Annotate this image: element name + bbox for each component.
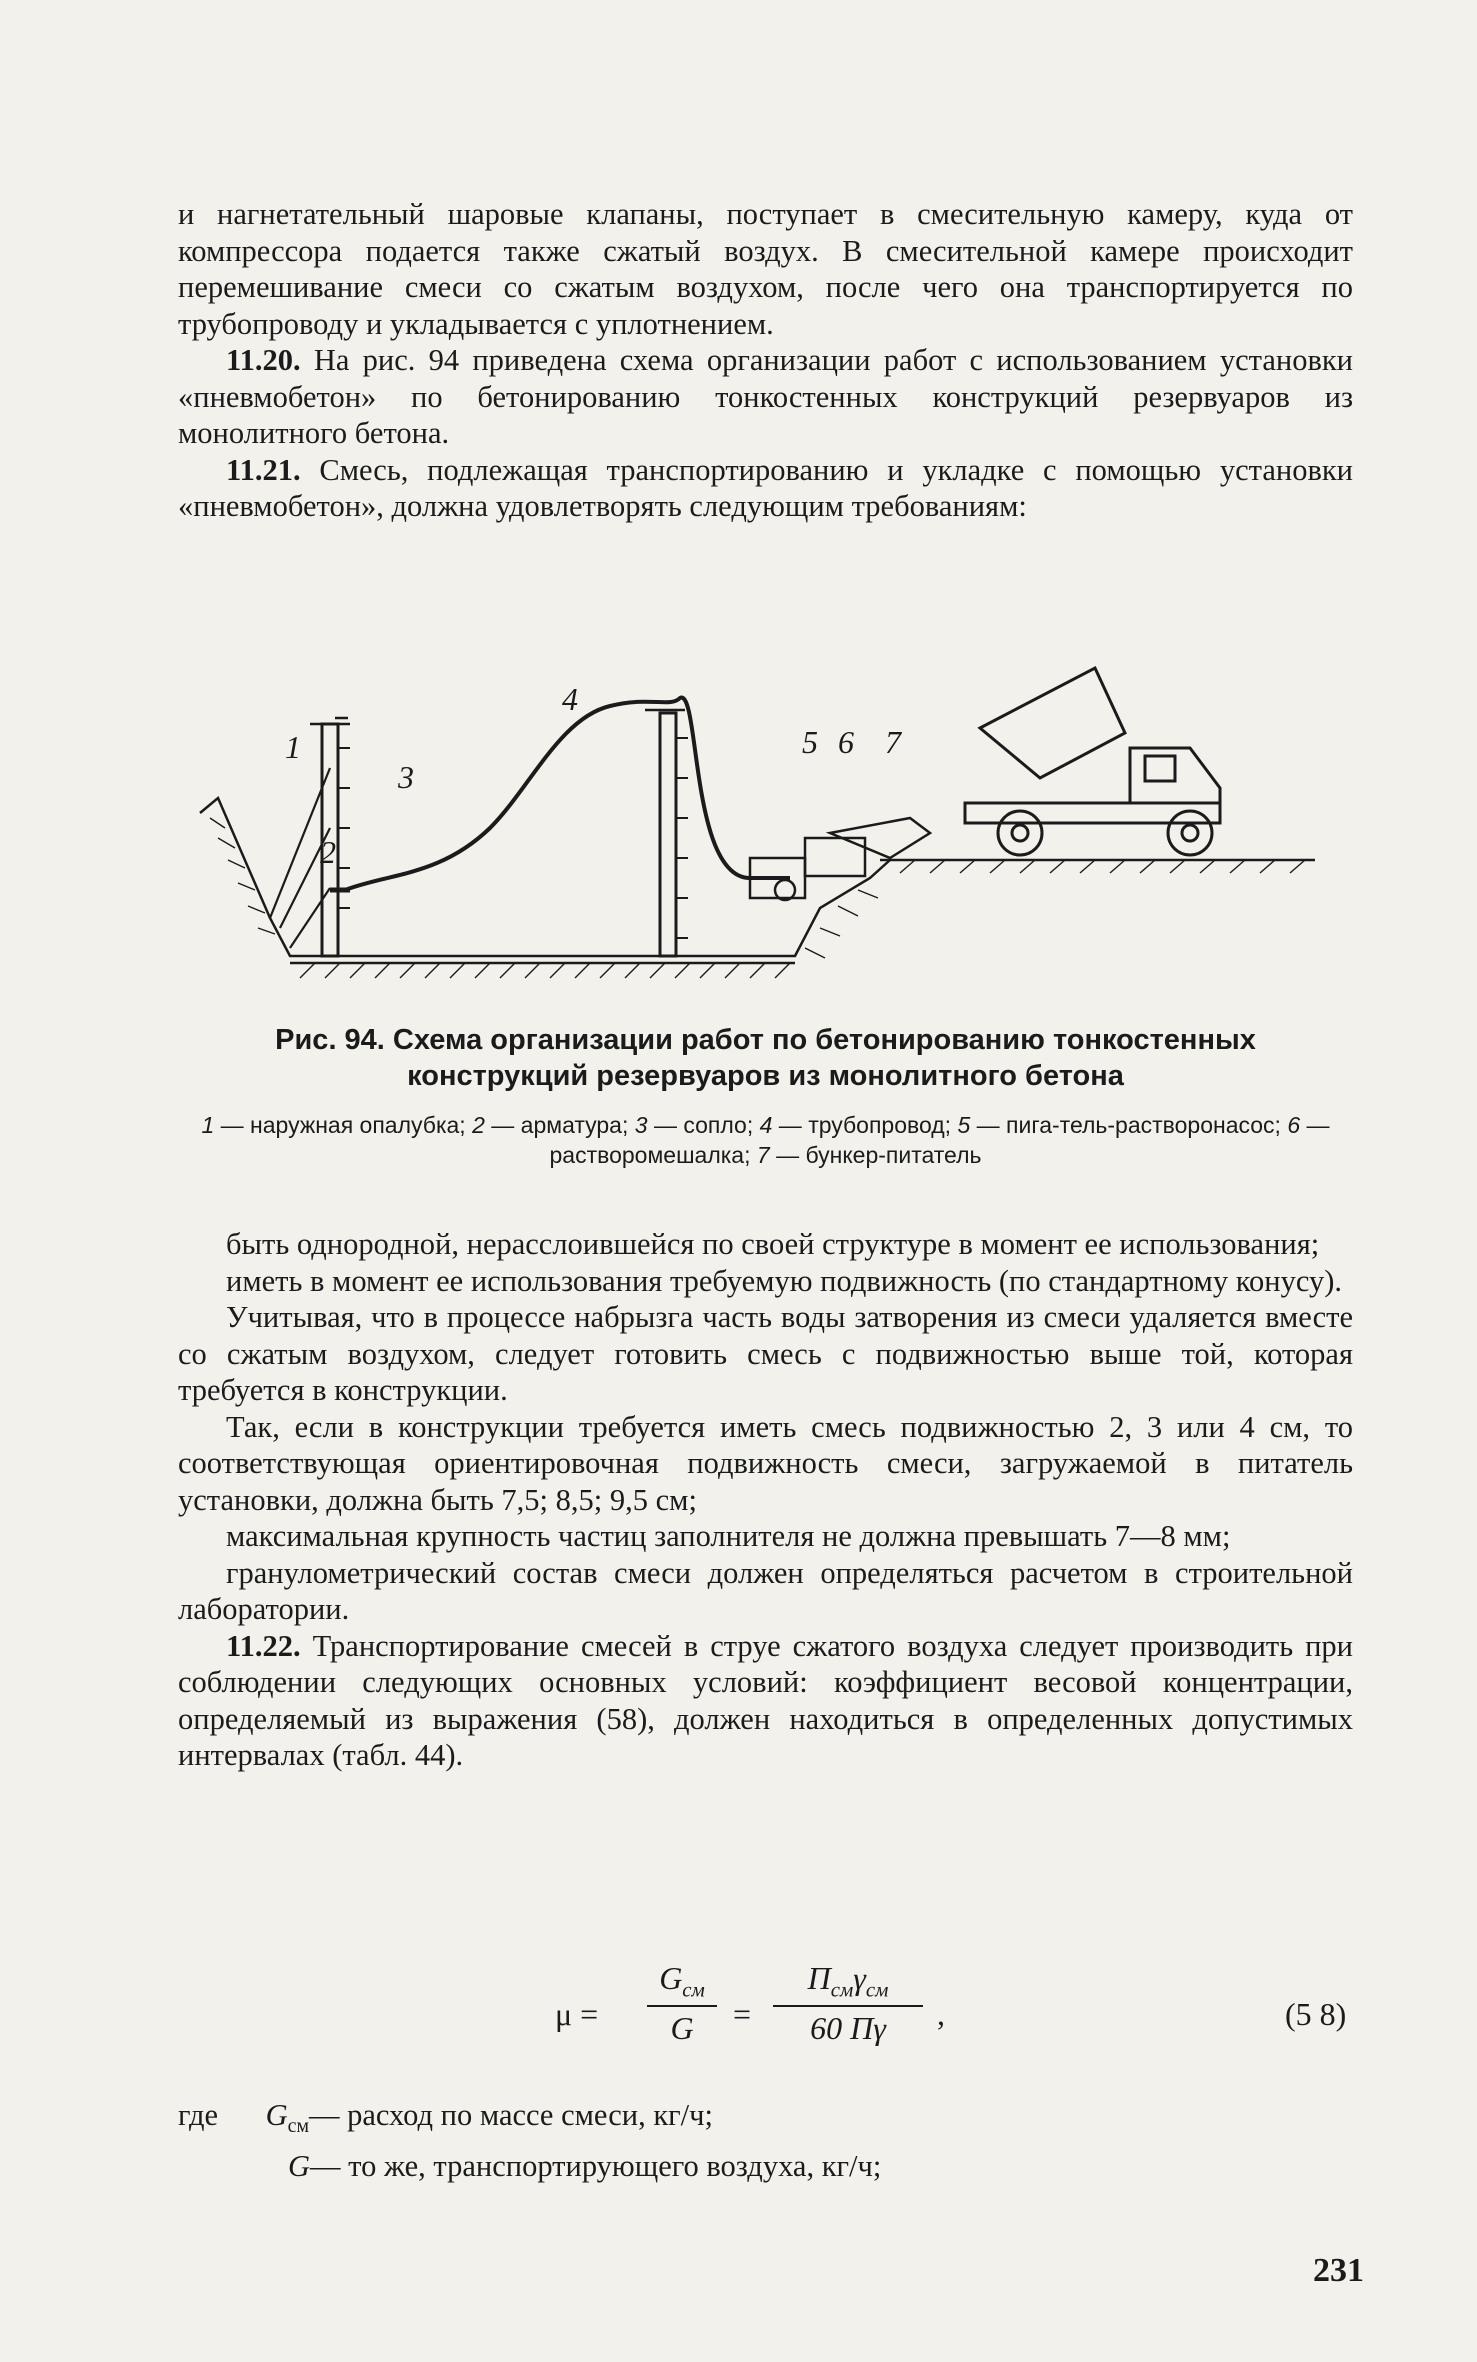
legend-text: трубопровод; bbox=[808, 1112, 952, 1138]
legend-num: 2 bbox=[472, 1112, 485, 1138]
paragraph-11-22 bbox=[178, 1628, 1353, 1774]
legend-num: 7 bbox=[756, 1142, 770, 1168]
paragraph: иметь в момент ее использования требуемую подвижность (по стандартному конусу). bbox=[226, 1263, 1342, 1298]
where-line-1: где $G_{см}—$ расход по массе смеси, кг/ч; bbox=[178, 2098, 713, 2138]
paragraph-text: На рис. 94 приведена схема организации работ с использованием установки «пневмобетон» по бетонированию тонкостенных конструкций резервуаров из монолитного бетона. bbox=[178, 343, 1353, 450]
figure-caption bbox=[178, 1022, 1353, 1094]
paragraph: максимальная крупность частиц заполнителя не должна превышать 7—8 мм; bbox=[226, 1519, 1231, 1553]
legend-num: 3 bbox=[634, 1112, 648, 1138]
legend-num: 6 bbox=[1287, 1112, 1301, 1138]
where-line-2: G— то же, транспортирующего воздуха, кг/ч; bbox=[288, 2149, 882, 2184]
legend-text: бункер-питатель bbox=[805, 1142, 982, 1168]
paragraph: Учитывая, что в процессе набрызга часть воды затворения из смеси удаляется вместе со сжатым воздухом, следует готовить смесь с подвижностью выше той, которая требуется в конструкции. bbox=[178, 1300, 1353, 1407]
caption-line-2: конструкций резервуаров из монолитного бетона bbox=[407, 1060, 1124, 1092]
top-text bbox=[178, 196, 1353, 525]
paragraph-11-20 bbox=[178, 342, 1353, 452]
formula-where bbox=[178, 2095, 881, 2186]
legend-num: 1 bbox=[201, 1112, 215, 1138]
caption-line-1: Рис. 94. Схема организации работ по бетонированию тонкостенных bbox=[275, 1024, 1256, 1056]
figure-labels bbox=[285, 681, 903, 870]
formula-equals: = bbox=[733, 1996, 752, 2032]
page-number: 231 bbox=[1313, 2252, 1364, 2289]
label-2: 2 bbox=[320, 834, 336, 870]
body-text bbox=[178, 1226, 1353, 1774]
section-number: 11.21. bbox=[226, 452, 301, 487]
label-6: 6 bbox=[838, 724, 854, 760]
fraction-2: $П_{см}\gamma_{см}$ 60 Пγ bbox=[773, 1960, 923, 2047]
paragraph: гранулометрический состав смеси должен определяться расчетом в строительной лаборатории. bbox=[178, 1555, 1353, 1626]
paragraph-continuation: и нагнетательный шаровые клапаны, поступает в смесительную камеру, куда от компрессора подается также сжатый воздух. В смесительной камере происходит перемешивание смеси со сжатым воздухом, после чего она транспортируется по трубопроводу и укладывается с уплотнением. bbox=[178, 197, 1353, 341]
legend-text: пига-тель-растворонасос; bbox=[1006, 1112, 1281, 1138]
label-1: 1 bbox=[285, 729, 301, 765]
formula-mu: μ = bbox=[555, 1996, 599, 2032]
legend-num: 4 bbox=[759, 1112, 773, 1138]
hopper bbox=[830, 818, 930, 858]
fraction-1: $G_{см}$ G bbox=[647, 1960, 717, 2047]
label-5: 5 bbox=[802, 724, 818, 760]
paragraph: быть однородной, нерасслоившейся по своей структуре в момент ее использования; bbox=[226, 1227, 1320, 1261]
legend-text: арматура; bbox=[520, 1112, 629, 1138]
label-4: 4 bbox=[562, 681, 578, 717]
paragraph-text: Транспортирование смесей в струе сжатого воздуха следует производить при соблюдении следующих основных условий: коэффициент весовой концентрации, определяемый из выражения (58), должен находиться в определенных допустимых интервалах (табл. 44). bbox=[178, 1628, 1354, 1772]
formula-comma: , bbox=[937, 1996, 945, 2032]
legend-num: 5 bbox=[957, 1112, 971, 1138]
paragraph-text: Смесь, подлежащая транспортированию и укладке с помощью установки «пневмобетон», должна удовлетворять следующим требованиям: bbox=[178, 452, 1353, 523]
section-number: 11.22. bbox=[226, 1628, 301, 1663]
formwork-right bbox=[660, 713, 676, 956]
paragraph: Так, если в конструкции требуется иметь смесь подвижностью 2, 3 или 4 см, то соответствующая ориентировочная подвижность смеси, загружаемой в питатель установки, должна быть 7,5; 8,5; 9,5 см; bbox=[178, 1409, 1353, 1517]
legend-text: сопло; bbox=[683, 1112, 754, 1138]
legend-text: растворомешалка; bbox=[549, 1142, 751, 1168]
label-7: 7 bbox=[885, 724, 901, 760]
label-3: 3 bbox=[398, 759, 414, 795]
dump-truck bbox=[965, 668, 1220, 855]
figure-legend: 1 — наружная опалубка; 2 — арматура; 3 — сопло; 4 — трубопровод; 5 — пига-тель-растворонасос; 6 — растворомешалка; 7 — бункер-питатель bbox=[201, 1112, 1330, 1168]
paragraph-11-21 bbox=[178, 452, 1353, 525]
legend-text: наружная опалубка; bbox=[250, 1112, 466, 1138]
section-number: 11.20. bbox=[226, 343, 301, 377]
formula-58 bbox=[555, 1960, 975, 2080]
construction-diagram bbox=[190, 628, 1315, 998]
formula-number: (5 8) bbox=[1285, 1996, 1347, 2032]
